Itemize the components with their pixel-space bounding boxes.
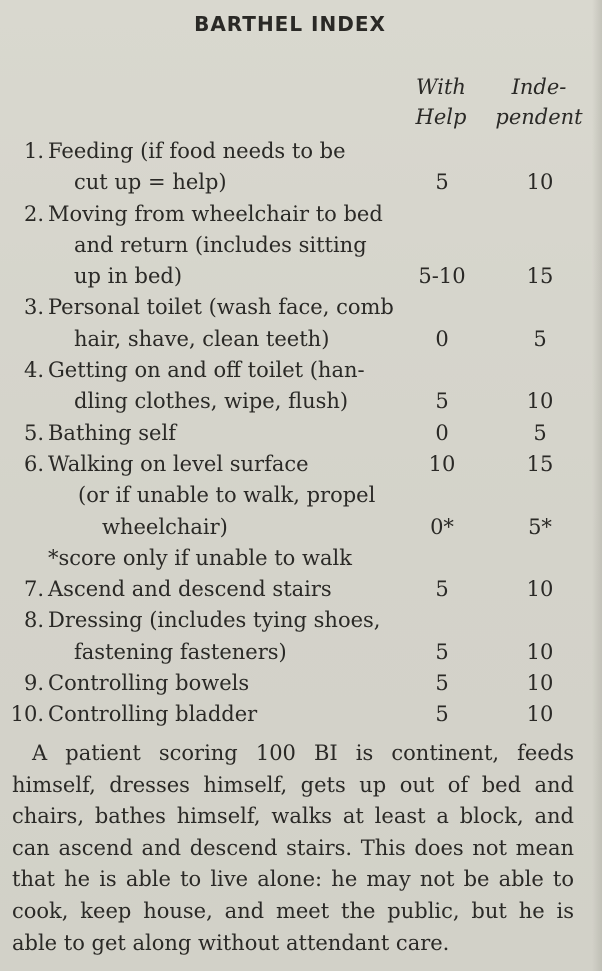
with-help-score: 0: [435, 420, 449, 445]
item-text: Walking on level surface: [48, 451, 309, 476]
with-help-score: 0: [435, 326, 449, 351]
independent-score: 10: [526, 170, 554, 195]
with-help-score: 5: [435, 577, 449, 602]
table-row: [0, 449, 602, 480]
item-number: 1.: [23, 139, 44, 163]
table-row: [0, 512, 602, 543]
table-row: [0, 543, 602, 574]
independent-score: 15: [526, 451, 554, 476]
index-table: [0, 136, 602, 731]
table-row: [0, 292, 602, 323]
with-help-score: 5: [435, 702, 449, 727]
table-row: [0, 261, 602, 292]
table-row: [0, 605, 602, 636]
item-text: Dressing (includes tying shoes,: [48, 608, 381, 633]
with-help-score: 5: [435, 639, 449, 664]
with-help-score: 5: [435, 170, 449, 195]
table-row: [0, 637, 602, 668]
table-row: [0, 574, 602, 605]
with-help-score: 5: [435, 389, 449, 414]
column-header-independent-line1: Inde-: [511, 75, 567, 99]
independent-score: 10: [526, 639, 554, 664]
item-number: 2.: [23, 201, 44, 226]
independent-score: 5: [533, 326, 547, 351]
with-help-score: 5: [435, 671, 449, 696]
item-text: Moving from wheelchair to bed: [48, 201, 383, 226]
table-row: [0, 418, 602, 449]
item-text: Personal toilet (wash face, comb: [48, 295, 394, 320]
item-text: Feeding (if food needs to be: [48, 139, 346, 163]
with-help-score: 10: [428, 451, 456, 476]
item-text: up in bed): [74, 264, 183, 289]
column-header-independent: [480, 72, 598, 132]
table-row: [0, 136, 602, 167]
table-row: [0, 167, 602, 198]
item-text: dling clothes, wipe, flush): [74, 389, 349, 414]
page-title: BARTHEL INDEX: [194, 12, 386, 36]
item-number: 9.: [23, 671, 44, 696]
item-number: 6.: [23, 451, 44, 476]
item-text: Getting on and off toilet (han-: [48, 358, 365, 383]
independent-score: 5: [533, 420, 547, 445]
independent-score: 10: [526, 671, 554, 696]
item-number: 10.: [10, 702, 44, 727]
column-header-with-help: [402, 72, 480, 132]
item-text: cut up = help): [74, 170, 227, 195]
item-text: Controlling bladder: [48, 702, 258, 727]
item-number: 4.: [23, 358, 44, 383]
column-header-with-help-line2: Help: [415, 105, 467, 129]
column-header-independent-line2: pendent: [495, 105, 583, 129]
item-text: fastening fasteners): [74, 639, 287, 664]
summary-paragraph: A patient scoring 100 BI is continent, feeds himself, dresses himself, gets up out of bed and chairs, bathes himself, walks at least a block, and can ascend and descend stairs. This does not mean that he is able to live alone: he may not be able to cook, keep house, and meet the public, but he is able to get along without attendant care.: [12, 741, 574, 955]
column-header-with-help-line1: With: [416, 75, 466, 99]
table-row: [0, 386, 602, 417]
item-text: hair, shave, clean teeth): [74, 326, 330, 351]
item-text: (or if unable to walk, propel: [78, 483, 376, 508]
with-help-score: 0*: [430, 514, 454, 539]
independent-score: 10: [526, 389, 554, 414]
item-text: Bathing self: [48, 420, 176, 445]
table-row: [0, 199, 602, 230]
independent-score: 10: [526, 577, 554, 602]
footnote-text: *score only if unable to walk: [48, 545, 352, 570]
item-number: 5.: [23, 420, 44, 445]
independent-score: 15: [526, 264, 554, 289]
independent-score: 10: [526, 702, 554, 727]
with-help-score: 5-10: [418, 264, 466, 289]
item-text: wheelchair): [102, 514, 228, 539]
table-row: [0, 480, 602, 511]
item-text: Controlling bowels: [48, 671, 250, 696]
item-text: Ascend and descend stairs: [48, 577, 332, 602]
item-number: 8.: [23, 608, 44, 633]
item-number: 7.: [23, 577, 44, 602]
table-row: [0, 324, 602, 355]
independent-score: 5*: [528, 514, 552, 539]
table-row: [0, 230, 602, 261]
table-row: [0, 355, 602, 386]
table-row: [0, 668, 602, 699]
table-row: [0, 699, 602, 730]
item-text: and return (includes sitting: [74, 232, 367, 257]
item-number: 3.: [23, 295, 44, 320]
